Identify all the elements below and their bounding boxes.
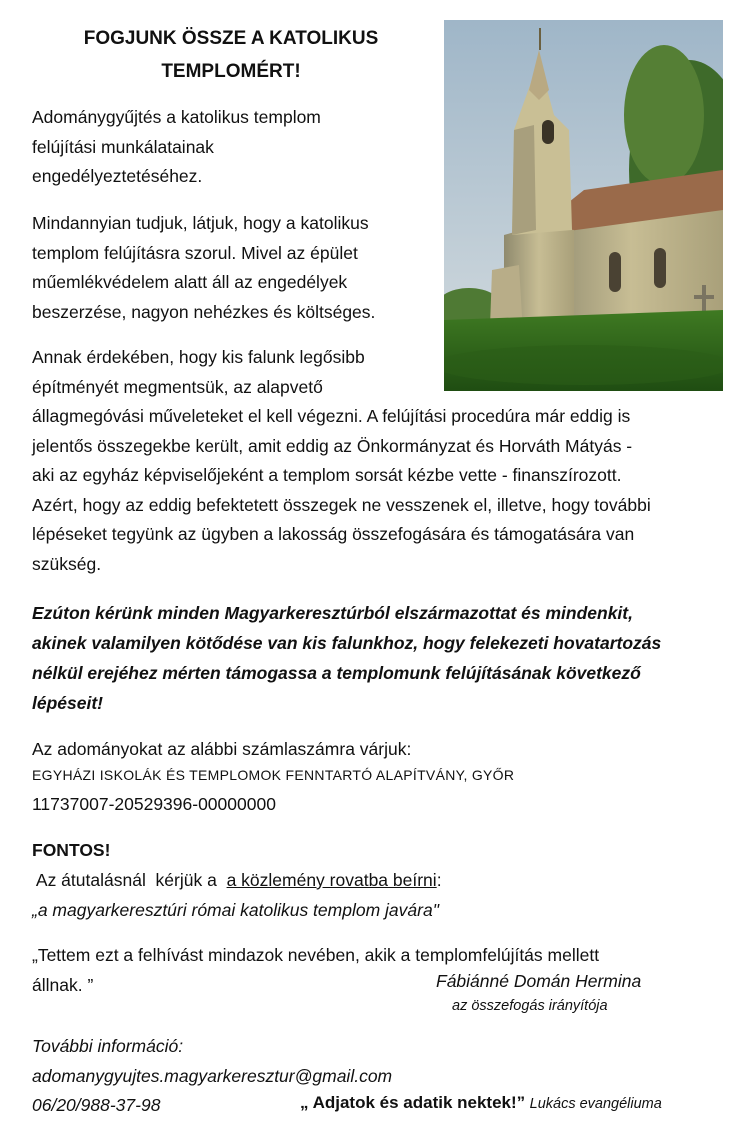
account-number: 11737007-20529396-00000000 <box>32 794 276 814</box>
closing-line: „Tettem ezt a felhívást mindazok nevében, akik a templomfelújítás mellett <box>32 945 600 965</box>
account-intro: Az adományokat az alábbi számlaszámra várjuk: <box>32 739 412 759</box>
intro-line: felújítási munkálatainak <box>32 136 214 157</box>
title-line-1: FOGJUNK ÖSSZE A KATOLIKUS <box>83 28 379 49</box>
appeal-line: lépéseit! <box>32 693 103 713</box>
account-holder: EGYHÁZI ISKOLÁK ÉS TEMPLOMOK FENNTARTÓ ALAPÍTVÁNY, GYŐR <box>32 767 515 783</box>
paragraph-line: műemlékvédelem alatt áll az engedélyek <box>32 272 348 292</box>
quote-text: „ Adjatok és adatik nektek!” <box>300 1093 526 1112</box>
quote-source: Lukács evangéliuma <box>529 1096 662 1112</box>
instruction-underlined: a közlemény rovatba beírni <box>226 870 437 890</box>
paragraph-line: Mindannyian tudjuk, látjuk, hogy a katolikus <box>32 213 369 233</box>
appeal-line: Ezúton kérünk minden Magyarkeresztúrból elszármazottat és mindenkit, <box>32 603 633 623</box>
paragraph-line: építményét megmentsük, az alapvető <box>32 376 323 397</box>
paragraph-purpose <box>32 343 651 579</box>
title-line-2: TEMPLOMÉRT! <box>161 61 301 82</box>
appeal-paragraph <box>32 598 661 718</box>
paragraph-line: Azért, hogy az eddig befektetett összegek ne vesszenek el, illetve, hogy további <box>32 494 651 515</box>
important-heading: FONTOS! <box>32 840 111 860</box>
paragraph-line: Annak érdekében, hogy kis falunk legősibb <box>32 347 365 367</box>
transfer-note: „a magyarkeresztúri római katolikus templom javára" <box>32 900 439 920</box>
appeal-line: nélkül erejéhez mérten támogassa a templomunk felújításának következő <box>32 663 641 683</box>
paragraph-line: szükség. <box>32 553 102 574</box>
signer-name: Fábiánné Domán Hermina <box>436 971 642 991</box>
contact-phone[interactable]: 06/20/988-37-98 <box>32 1095 161 1115</box>
appeal-line: akinek valamilyen kötődése van kis falunkhoz, hogy felekezeti hovatartozás <box>32 633 662 653</box>
bible-quote <box>300 1088 662 1118</box>
instruction-text: Az átutalásnál kérjük a <box>32 870 227 890</box>
important-instruction <box>32 866 442 896</box>
paragraph-line: jelentős összegekbe került, amit eddig az Önkormányzat és Horváth Mátyás - <box>32 435 633 456</box>
page-title <box>50 22 412 88</box>
intro-line: engedélyeztetéséhez. <box>32 166 203 186</box>
contact-heading: További információ: <box>32 1036 184 1056</box>
intro-line: Adománygyűjtés a katolikus templom <box>32 107 321 127</box>
instruction-colon: : <box>436 870 442 890</box>
paragraph-line: állagmegóvási műveleteket el kell végezni. A felújítási procedúra már eddig is <box>32 406 631 426</box>
paragraph-line: lépéseket tegyünk az ügyben a lakosság összefogására és támogatására van <box>32 524 635 544</box>
intro-paragraph <box>32 103 321 192</box>
closing-line: állnak. ” <box>32 974 94 995</box>
contact-email[interactable]: adomanygyujtes.magyarkeresztur@gmail.com <box>32 1065 393 1086</box>
church-photo <box>444 20 723 391</box>
signer-role: az összefogás irányítója <box>452 998 608 1014</box>
paragraph-line: aki az egyház képviselőjeként a templom sorsát kézbe vette - finanszírozott. <box>32 465 622 485</box>
paragraph-line: beszerzése, nagyon nehézkes és költséges. <box>32 301 376 322</box>
paragraph-line: templom felújításra szorul. Mivel az épület <box>32 242 358 263</box>
paragraph-situation <box>32 209 375 327</box>
